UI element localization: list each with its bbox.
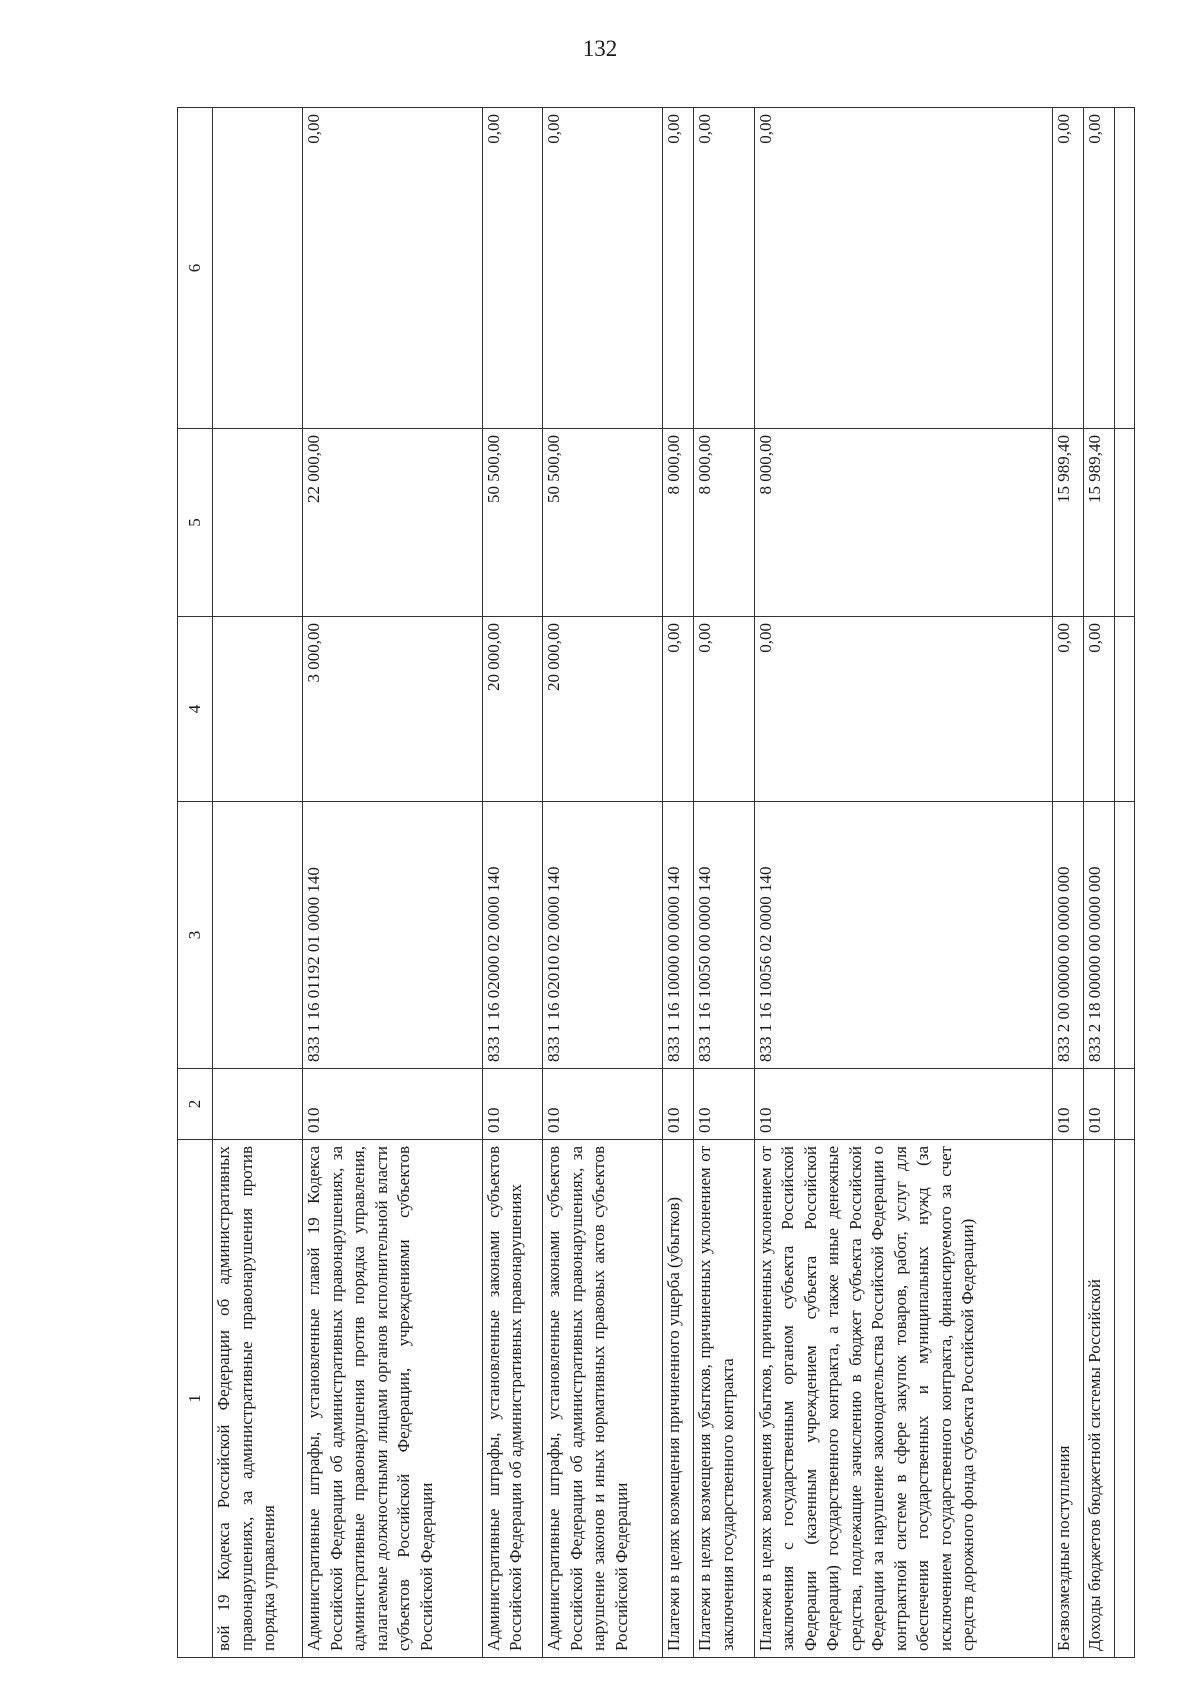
- row-name: Доходы бюджетов бюджетной системы Российской: [1083, 1140, 1114, 1658]
- row-line-code: 010: [1052, 1069, 1083, 1140]
- row-budget-code: 833 2 00 00000 00 0000 000: [1052, 802, 1083, 1069]
- row-col5: 8 000,00: [663, 429, 694, 617]
- header-col-3: 3: [178, 802, 213, 1069]
- filler-cell: [1115, 802, 1135, 1069]
- table-rotator: [177, 108, 1135, 1658]
- table-header-row: [178, 108, 213, 1658]
- table-row: [303, 108, 482, 1658]
- row-name: вой 19 Кодекса Российской Федерации об административных правонарушениях, за административные правонарушения против порядка управления: [213, 1140, 303, 1658]
- row-line-code: 010: [1083, 1069, 1114, 1140]
- row-col5: 22 000,00: [303, 429, 482, 617]
- row-budget-code: 833 1 16 02000 02 0000 140: [482, 802, 543, 1069]
- table-row: [694, 108, 755, 1658]
- row-col6: 0,00: [663, 108, 694, 429]
- table-row: [1052, 108, 1083, 1658]
- row-col5: [213, 429, 303, 617]
- row-line-code: 010: [694, 1069, 755, 1140]
- row-line-code: 010: [482, 1069, 543, 1140]
- table-row: [663, 108, 694, 1658]
- row-line-code: [213, 1069, 303, 1140]
- row-col6: 0,00: [1052, 108, 1083, 429]
- row-name: Платежи в целях возмещения убытков, причиненных уклонением от заключения государственного контракта: [694, 1140, 755, 1658]
- filler-cell: [1115, 617, 1135, 802]
- row-col4: [213, 617, 303, 802]
- header-col-5: 5: [178, 429, 213, 617]
- row-col6: 0,00: [694, 108, 755, 429]
- row-col4: 0,00: [754, 617, 1052, 802]
- row-line-code: 010: [663, 1069, 694, 1140]
- table-row: [754, 108, 1052, 1658]
- row-col4: 20 000,00: [482, 617, 543, 802]
- row-col5: 50 500,00: [543, 429, 663, 617]
- row-col5: 8 000,00: [754, 429, 1052, 617]
- row-name: Административные штрафы, установленные законами субъектов Российской Федерации об административных правонарушениях, за нарушение законов и иных нормативных правовых актов субъектов Российской Федерации: [543, 1140, 663, 1658]
- row-col5: 50 500,00: [482, 429, 543, 617]
- row-col6: 0,00: [1083, 108, 1114, 429]
- row-name: Безвозмездные поступления: [1052, 1140, 1083, 1658]
- row-budget-code: 833 1 16 10050 00 0000 140: [694, 802, 755, 1069]
- row-col5: 8 000,00: [694, 429, 755, 617]
- row-col4: 0,00: [1083, 617, 1114, 802]
- row-line-code: 010: [754, 1069, 1052, 1140]
- table-row: [1083, 108, 1114, 1658]
- table-row: [482, 108, 543, 1658]
- row-line-code: 010: [543, 1069, 663, 1140]
- table-row: [213, 108, 303, 1658]
- row-col4: 0,00: [694, 617, 755, 802]
- revenue-table: [177, 107, 1135, 1658]
- filler-cell: [1115, 1140, 1135, 1658]
- row-budget-code: [213, 802, 303, 1069]
- header-col-6: 6: [178, 108, 213, 429]
- header-col-4: 4: [178, 617, 213, 802]
- row-budget-code: 833 1 16 02010 02 0000 140: [543, 802, 663, 1069]
- header-col-1: 1: [178, 1140, 213, 1658]
- row-col4: 0,00: [1052, 617, 1083, 802]
- row-col4: 0,00: [663, 617, 694, 802]
- page-number: 132: [582, 36, 618, 61]
- table-row-filler: [1115, 108, 1135, 1658]
- row-col6: 0,00: [303, 108, 482, 429]
- row-name: Административные штрафы, установленные законами субъектов Российской Федерации об административных правонарушениях: [482, 1140, 543, 1658]
- row-budget-code: 833 1 16 10000 00 0000 140: [663, 802, 694, 1069]
- filler-cell: [1115, 108, 1135, 429]
- row-col5: 15 989,40: [1083, 429, 1114, 617]
- row-line-code: 010: [303, 1069, 482, 1140]
- filler-cell: [1115, 1069, 1135, 1140]
- row-col6: 0,00: [754, 108, 1052, 429]
- row-budget-code: 833 1 16 10056 02 0000 140: [754, 802, 1052, 1069]
- row-col5: 15 989,40: [1052, 429, 1083, 617]
- row-col6: [213, 108, 303, 429]
- row-col4: 3 000,00: [303, 617, 482, 802]
- rotated-table-area: [177, 108, 1135, 1658]
- filler-cell: [1115, 429, 1135, 617]
- row-budget-code: 833 1 16 01192 01 0000 140: [303, 802, 482, 1069]
- row-budget-code: 833 2 18 00000 00 0000 000: [1083, 802, 1114, 1069]
- row-col4: 20 000,00: [543, 617, 663, 802]
- row-name: Платежи в целях возмещения причиненного ущерба (убытков): [663, 1140, 694, 1658]
- row-col6: 0,00: [543, 108, 663, 429]
- row-name: Платежи в целях возмещения убытков, причиненных уклонением от заключения с государственным органом субъекта Российской Федерации (казенным учреждением субъекта Российской Федерации) государственного контракта, а также иные денежные средства, подлежащие зачислению в бюджет субъекта Российской Федерации за нарушение законодательства Российской Федерации о контрактной системе в сфере закупок товаров, работ, услуг для обеспечения государственных и муниципальных нужд (за исключением государственного контракта, финансируемого за счет средств дорожного фонда субъекта Российской Федерации): [754, 1140, 1052, 1658]
- table-row: [543, 108, 663, 1658]
- row-col6: 0,00: [482, 108, 543, 429]
- row-name: Административные штрафы, установленные главой 19 Кодекса Российской Федерации об административных правонарушениях, за административные правонарушения против порядка управления, налагаемые должностными лицами органов исполнительной власти субъектов Российской Федерации, учреждениями субъектов Российской Федерации: [303, 1140, 482, 1658]
- header-col-2: 2: [178, 1069, 213, 1140]
